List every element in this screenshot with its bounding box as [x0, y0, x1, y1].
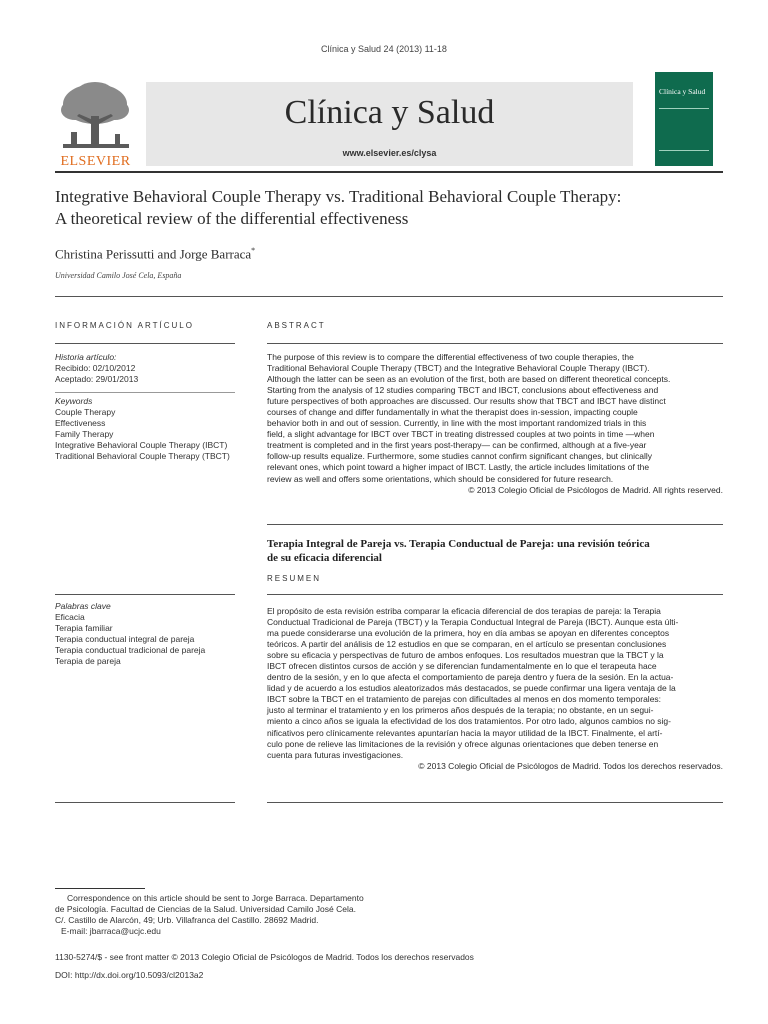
publisher-name: ELSEVIER	[60, 154, 131, 169]
accepted-date: Aceptado: 29/01/2013	[55, 374, 139, 385]
resumen-line: lidad y de acuerdo a los estudios aleatorizados más destacados, se puede confirmar una ligera ventaja de la	[267, 683, 676, 694]
issn-line: 1130-5274/$ - see front matter © 2013 Colegio Oficial de Psicólogos de Madrid. Todos los derechos reservados	[55, 952, 474, 962]
info-divider	[55, 392, 235, 393]
footnote-line: Correspondence on this article should be sent to Jorge Barraca. Departamento	[67, 893, 364, 903]
keyword: Traditional Behavioral Couple Therapy (TBCT)	[55, 451, 230, 462]
doi-link[interactable]: DOI: http://dx.doi.org/10.5093/cl2013a2	[55, 970, 204, 980]
header-rule	[55, 171, 723, 173]
footnote-line: de Psicología. Facultad de Ciencias de la Salud. Universidad Camilo José Cela.	[55, 904, 356, 915]
resumen-line: culo pone de relieve las limitaciones de la revisión y ofrece algunas orientaciones que deben tenerse en	[267, 738, 659, 749]
abstract-line: relevant ones, which point toward a higher impact of IBCT. Lastly, the article includes limitations of the	[267, 462, 650, 473]
resumen-text	[267, 606, 723, 772]
affiliation: Universidad Camilo José Cela, España	[55, 271, 182, 280]
authors	[55, 246, 255, 262]
left-end-rule	[55, 802, 235, 803]
keyword: Integrative Behavioral Couple Therapy (IBCT)	[55, 440, 228, 451]
journal-banner	[146, 82, 633, 166]
spanish-title	[267, 538, 723, 566]
author-names: Christina Perissutti and Jorge Barraca	[55, 246, 252, 262]
keywords-block	[55, 396, 235, 462]
resumen-line: IBCT sobre la TBCT en el tratamiento de parejas con dificultades al menos en dos momento temporales:	[267, 694, 662, 705]
correspondence-footnote	[55, 893, 364, 937]
keyword: Family Therapy	[55, 429, 114, 440]
cover-divider	[659, 150, 709, 151]
article-title	[55, 186, 723, 229]
abstract-rule	[267, 343, 723, 344]
resumen-rule	[267, 594, 723, 595]
spanish-title-line: de su eficacia diferencial	[267, 551, 382, 564]
article-title-line: Integrative Behavioral Couple Therapy vs. Traditional Behavioral Couple Therapy:	[55, 187, 622, 206]
resumen-line: ma puede considerarse una evolución de la primera, hoy en día ambas se apoyan en diferentes conceptos	[267, 628, 670, 639]
palabra-clave: Terapia de pareja	[55, 656, 121, 667]
article-history	[55, 352, 235, 385]
resumen-line: cuenta para futuras investigaciones.	[267, 749, 404, 760]
section-rule	[55, 296, 723, 297]
resumen-line: nificativos pero clínicamente relevantes apuntarían hacia la mayor utilidad de la IBCT. Finalmente, el artí-	[267, 727, 663, 738]
abstract-line: The purpose of this review is to compare the differential effectiveness of two couple therapies, the	[267, 352, 634, 362]
abstract-line: Although the latter can be seen as an evolution of the first, both are based on different theoretical concepts.	[267, 374, 671, 385]
tree-icon	[53, 80, 138, 152]
abstract-copyright: © 2013 Colegio Oficial de Psicólogos de Madrid. All rights reserved.	[468, 484, 723, 495]
abstract-heading: ABSTRACT	[267, 321, 326, 330]
publisher-logo	[53, 80, 138, 170]
resumen-line: IBCT ofrecen distintos cursos de acción y se diferencian fundamentalmente en lo que el terapeuta hace	[267, 661, 657, 672]
keywords-label: Keywords	[55, 396, 93, 406]
abstract-line: future perspectives of both approaches are discussed. Our results show that TBCT and IBCT have distinct	[267, 396, 666, 407]
palabra-clave: Terapia familiar	[55, 623, 113, 634]
abstract-line: field, a slight advantage for IBCT over TBCT in treating distressed couples at two points in time —when	[267, 429, 655, 440]
journal-citation: Clínica y Salud 24 (2013) 11-18	[321, 44, 447, 54]
abstract-end-rule	[267, 524, 723, 525]
palabras-rule	[55, 594, 235, 595]
cover-title: Clínica y Salud	[659, 87, 706, 96]
article-title-line: A theoretical review of the differential effectiveness	[55, 208, 409, 228]
keyword: Couple Therapy	[55, 407, 116, 418]
received-date: Recibido: 02/10/2012	[55, 363, 136, 374]
resumen-line: justo al terminar el tratamiento y en los primeros años después de la terapia; no obstante, en un segui-	[267, 705, 654, 716]
article-info-heading: INFORMACIÓN ARTÍCULO	[55, 321, 194, 330]
resumen-line: miento a cinco años se iguala la efectividad de los dos tratamientos. Por otro lado, algunos cambios no sig-	[267, 716, 671, 727]
palabra-clave: Terapia conductual integral de pareja	[55, 634, 195, 645]
abstract-line: follow-up results equalize. Furthermore, some studies cannot confirm significant changes, but clinically	[267, 451, 653, 462]
history-label: Historia artículo:	[55, 352, 117, 362]
correspondence-mark: *	[251, 246, 256, 255]
footnote-rule	[55, 888, 145, 889]
palabras-clave-block	[55, 601, 235, 667]
resumen-line: Conductual Tradicional de Pareja (TBCT) y la Terapia Conductual Integral de Pareja (IBCT). Aunque esta últi-	[267, 617, 679, 628]
abstract-line: Starting from the analysis of 12 studies comparing TBCT and IBCT, conclusions about effectiveness and	[267, 385, 659, 396]
abstract-text	[267, 352, 723, 496]
resumen-heading: RESUMEN	[267, 574, 322, 583]
abstract-line: review as well and offers some orientations, which should be considered for future research.	[267, 473, 614, 484]
spanish-title-line: Terapia Integral de Pareja vs. Terapia Conductual de Pareja: una revisión teórica	[267, 538, 650, 550]
footnote-email: E-mail: jbarraca@ucjc.edu	[61, 926, 161, 937]
journal-cover-image	[655, 72, 713, 166]
right-end-rule	[267, 802, 723, 803]
resumen-line: teóricos. A partir del análisis de 12 estudios en que se comparan, en el artículo se presentan conclusiones	[267, 639, 667, 650]
abstract-line: Traditional Behavioral Couple Therapy (TBCT) and the Integrative Behavioral Couple Therapy (IBCT).	[267, 363, 650, 374]
journal-url[interactable]: www.elsevier.es/clysa	[342, 148, 437, 158]
info-rule	[55, 343, 235, 344]
abstract-line: treatment is completed and in the first years post-therapy— can be confirmed, although at a five-year	[267, 440, 647, 451]
keyword: Effectiveness	[55, 418, 106, 429]
journal-title: Clínica y Salud	[284, 94, 495, 131]
resumen-line: El propósito de esta revisión estriba comparar la eficacia diferencial de dos terapias de pareja: la Terapia	[267, 606, 661, 616]
abstract-line: courses of change and differ fundamentally in what the therapist does in-session, impacting couple	[267, 407, 638, 418]
palabra-clave: Eficacia	[55, 612, 85, 623]
palabra-clave: Terapia conductual tradicional de pareja	[55, 645, 206, 656]
footnote-line: C/. Castillo de Alarcón, 49; Urb. Villafranca del Castillo. 28692 Madrid.	[55, 915, 319, 926]
resumen-line: sobre su eficacia y perspectivas de futuro de ambos enfoques. Los resultados muestran que la TBCT y la	[267, 650, 664, 661]
abstract-line: behavior both in and out of session. Currently, in line with the most important randomized trials in this	[267, 418, 647, 429]
palabras-label: Palabras clave	[55, 601, 111, 611]
resumen-line: dentro de la sesión, y en lo que afecta el comportamiento de pareja dentro y fuera de la sesión. En la actua-	[267, 672, 674, 683]
resumen-copyright: © 2013 Colegio Oficial de Psicólogos de Madrid. Todos los derechos reservados.	[418, 760, 723, 771]
cover-divider	[659, 108, 709, 109]
